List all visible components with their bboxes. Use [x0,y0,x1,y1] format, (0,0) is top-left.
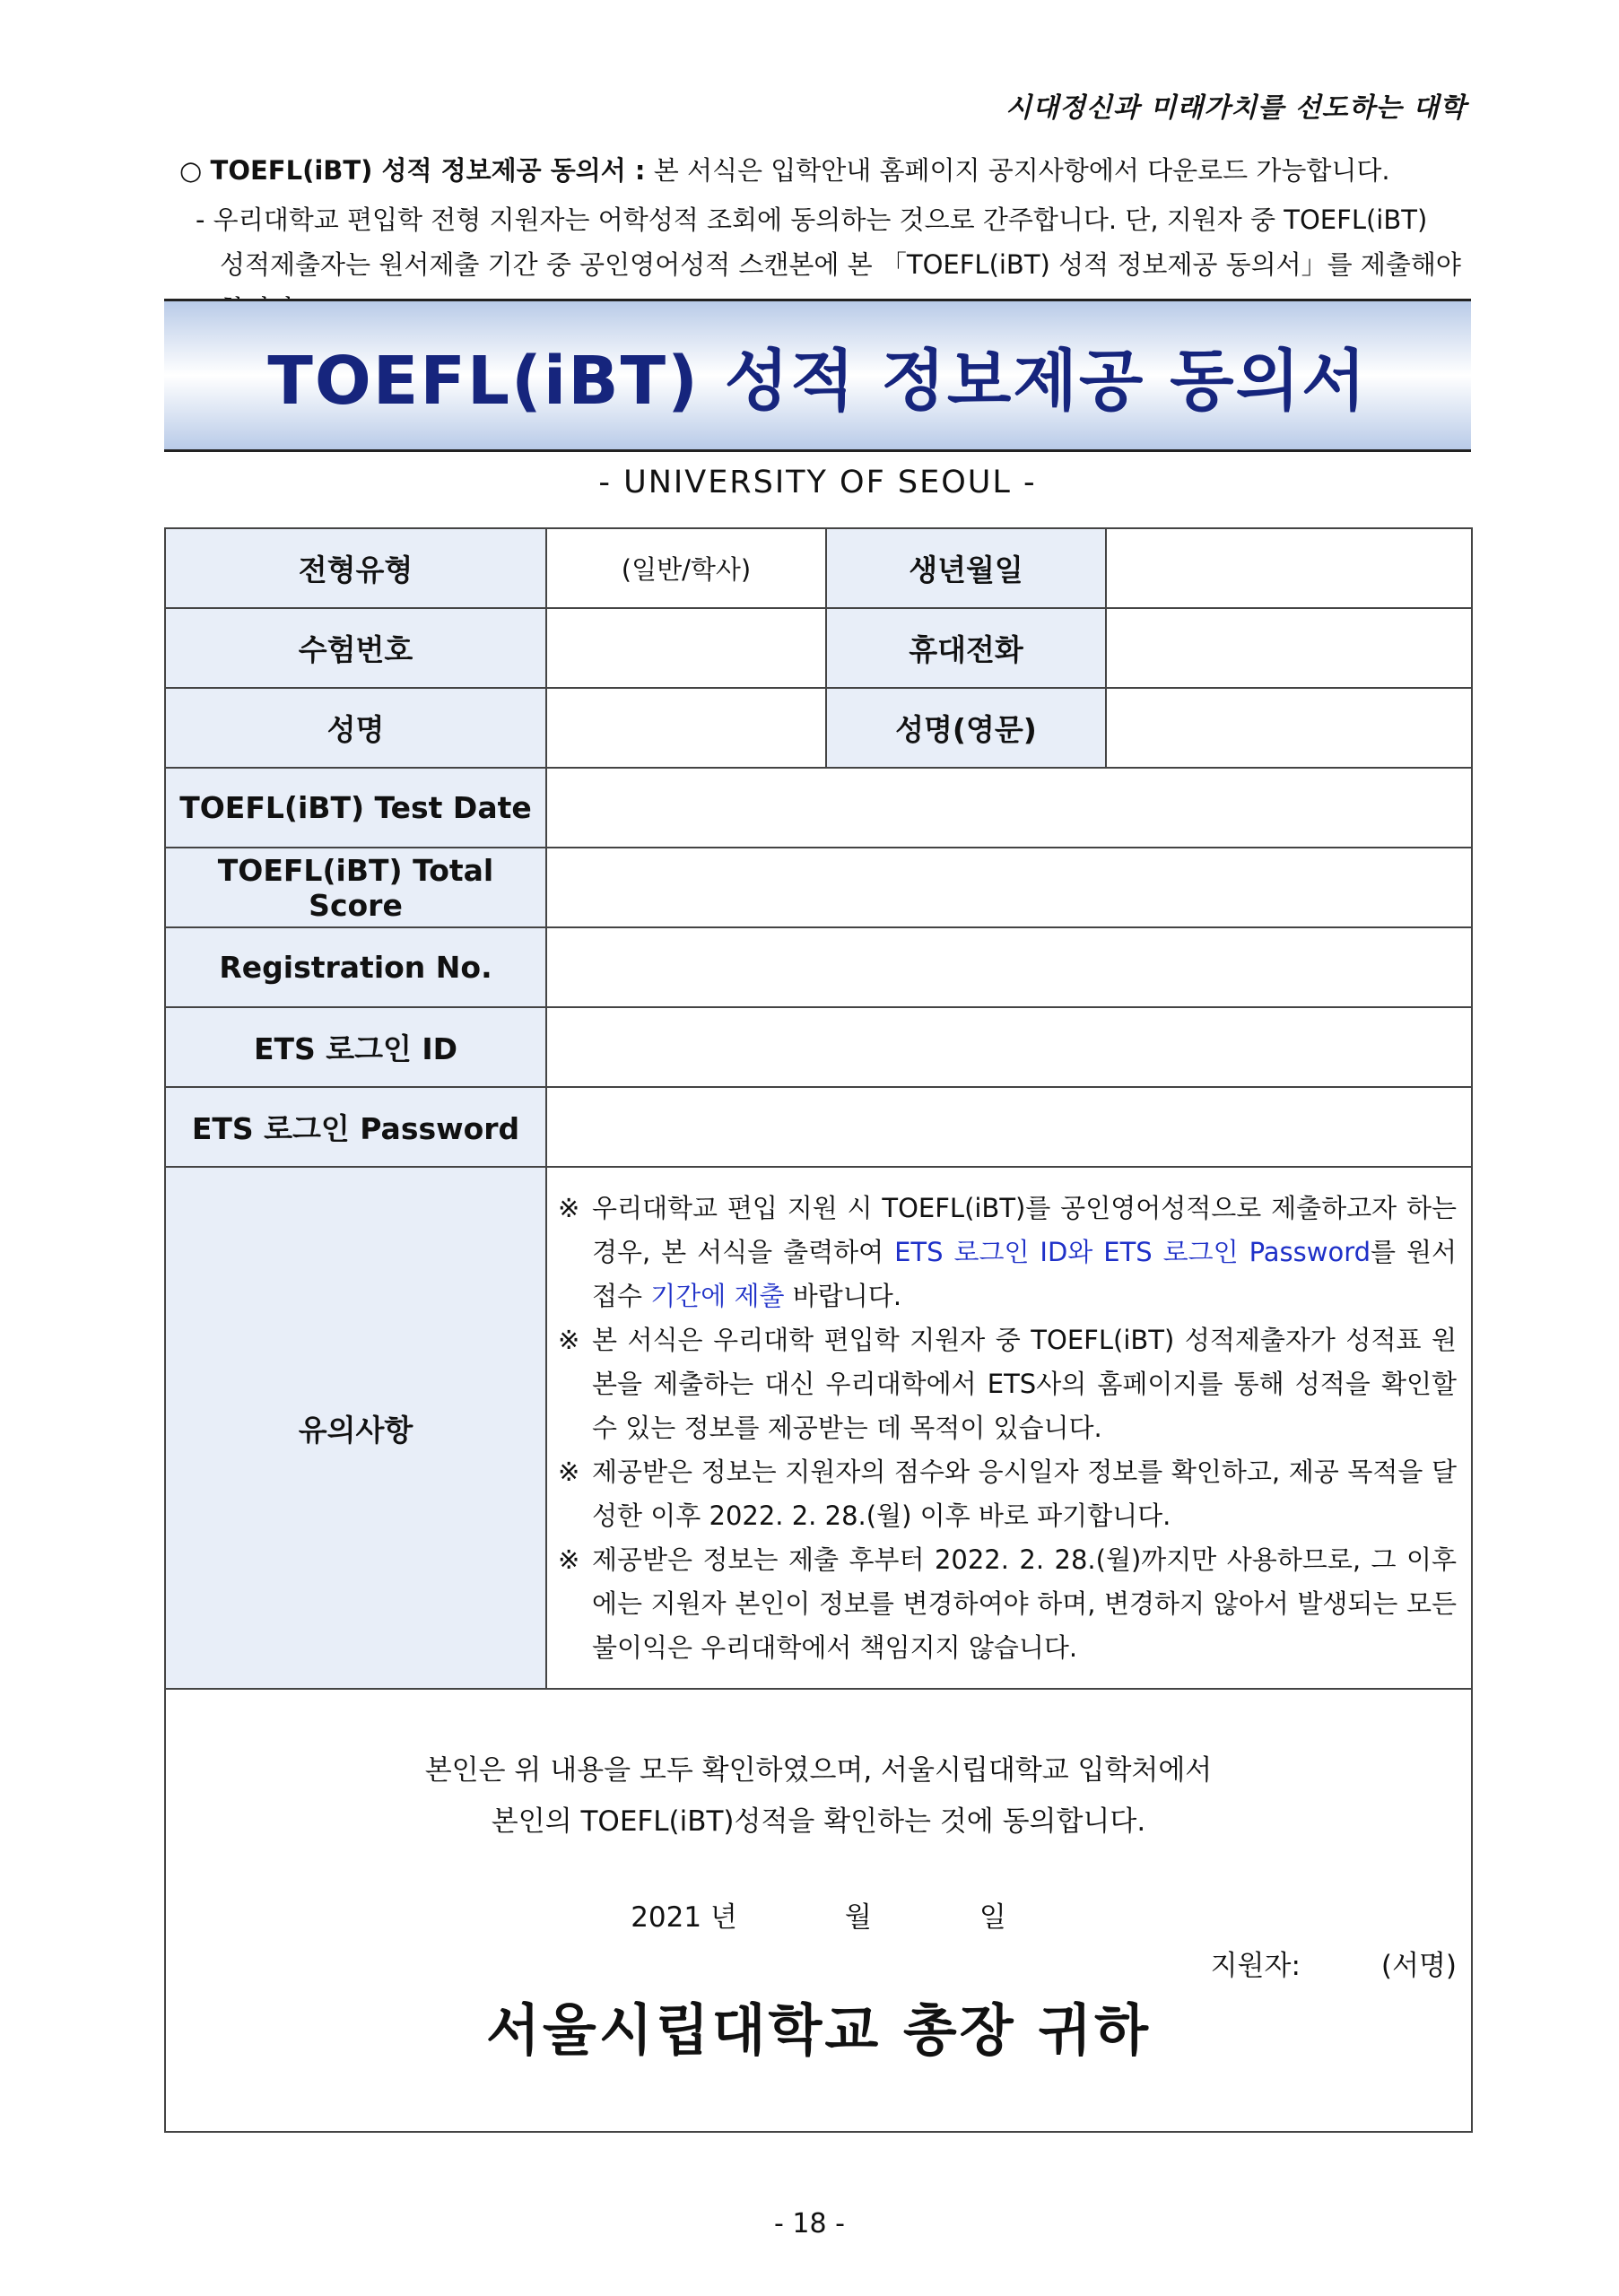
page-title: TOEFL(iBT) 성적 정보제공 동의서 [267,342,1368,420]
page-subtitle: - UNIVERSITY OF SEOUL - [598,465,1037,500]
notice-bullet: ○ [179,155,203,186]
ets-id-label: ETS 로그인 ID [165,1007,546,1087]
notice-heading [179,148,1390,193]
consent-line-2: 본인의 TOEFL(iBT)성적을 확인하는 것에 동의합니다. [491,1805,1146,1838]
table-row [165,927,1472,1007]
notice-line-1: - 우리대학교 편입학 전형 지원자는 어학성적 조회에 동의하는 것으로 간주합니다. 단, 지원자 중 TOEFL(iBT) [196,204,1428,235]
note-item [558,1187,1457,1318]
type-field[interactable]: (일반/학사) [546,528,826,608]
consent-line-1: 본인은 위 내용을 모두 확인하였으며, 서울시립대학교 입학처에서 [424,1754,1213,1787]
total-score-label: TOEFL(iBT) Total Score [165,848,546,927]
note-3-text: 제공받은 정보는 지원자의 점수와 응시일자 정보를 확인하고, 제공 목적을 달성한 이후 2022. 2. 28.(월) 이후 바로 파기합니다. [592,1456,1457,1531]
reference-mark-icon: ※ [558,1192,580,1223]
consent-date [166,1894,1471,1935]
table-row [165,608,1472,688]
table-row [165,1007,1472,1087]
birth-field[interactable] [1106,528,1472,608]
phone-label: 휴대전화 [826,608,1106,688]
birth-label: 생년월일 [826,528,1106,608]
notes-cell [546,1167,1472,1689]
date-month[interactable]: 월 [844,1901,872,1934]
table-row [165,768,1472,848]
consent-form-table [164,527,1473,2133]
note-1-text: 우리대학교 편입 지원 시 TOEFL(iBT)를 공인영어성적으로 제출하고자 하는 경우, 본 서식을 출력하여 [592,1192,1457,1267]
total-score-field[interactable] [546,848,1472,927]
date-day[interactable]: 일 [979,1901,1006,1934]
date-year[interactable]: 2021 년 [631,1901,737,1934]
note-1-text-end: 바랍니다. [784,1280,902,1311]
title-banner [164,299,1471,452]
applicant-signature [1211,1943,1457,1983]
addressee: 서울시립대학교 총장 귀하 [486,1997,1151,2063]
notice-heading-rest: 본 서식은 입학안내 홈페이지 공지사항에서 다운로드 가능합니다. [653,155,1390,186]
ets-pw-label: ETS 로그인 Password [165,1087,546,1167]
phone-field[interactable] [1106,608,1472,688]
exam-no-label: 수험번호 [165,608,546,688]
note-item [558,1450,1457,1538]
slogan: 시대정신과 미래가치를 선도하는 대학 [1005,92,1467,124]
applicant-label: 지원자: [1210,1950,1301,1982]
reg-no-label: Registration No. [165,927,546,1007]
page-number: - 18 - [774,2208,845,2239]
note-1-highlight-deadline: 기간에 제출 [650,1280,785,1311]
reference-mark-icon: ※ [558,1456,580,1487]
note-text [592,1187,1457,1318]
note-4-text: 제공받은 정보는 제출 후부터 2022. 2. 28.(월)까지만 사용하므로, 그 이후에는 지원자 본인이 정보를 변경하여야 하며, 변경하지 않아서 발생되는 모든 불이익은 우리대학에서 책임지지 않습니다. [592,1544,1457,1663]
table-row [165,848,1472,927]
name-en-field[interactable] [1106,688,1472,768]
ets-id-field[interactable] [546,1007,1472,1087]
consent-cell [165,1689,1472,2132]
reference-mark-icon: ※ [558,1324,580,1355]
notes-row [165,1167,1472,1689]
ets-pw-field[interactable] [546,1087,1472,1167]
reference-mark-icon: ※ [558,1544,580,1575]
consent-statement [166,1745,1471,1848]
note-1-highlight-credentials: ETS 로그인 ID와 ETS 로그인 Password [894,1236,1371,1267]
notice-heading-bold: TOEFL(iBT) 성적 정보제공 동의서 : [210,155,646,186]
type-label: 전형유형 [165,528,546,608]
reg-no-field[interactable] [546,927,1472,1007]
exam-no-field[interactable] [546,608,826,688]
signature-field[interactable]: (서명) [1380,1950,1457,1982]
note-2-text: 본 서식은 우리대학 편입학 지원자 중 TOEFL(iBT) 성적제출자가 성적표 원본을 제출하는 대신 우리대학에서 ETS사의 홈페이지를 통해 성적을 확인할 수 있는 정보를 제공받는 데 목적이 있습니다. [592,1324,1457,1443]
table-row [165,1087,1472,1167]
notice-line-2: 성적제출자는 원서제출 기간 중 공인영어성적 스캔본에 본 「TOEFL(iBT) 성적 정보제공 동의서」를 제출해야 [220,249,1461,280]
note-1-text-mid: 를 원서접수 [592,1236,1458,1311]
consent-row [165,1689,1472,2132]
name-label: 성명 [165,688,546,768]
test-date-label: TOEFL(iBT) Test Date [165,768,546,848]
name-en-label: 성명(영문) [826,688,1106,768]
test-date-field[interactable] [546,768,1472,848]
name-field[interactable] [546,688,826,768]
notes-label: 유의사항 [165,1167,546,1689]
table-row [165,528,1472,608]
note-item [558,1538,1457,1670]
note-item [558,1318,1457,1450]
table-row [165,688,1472,768]
